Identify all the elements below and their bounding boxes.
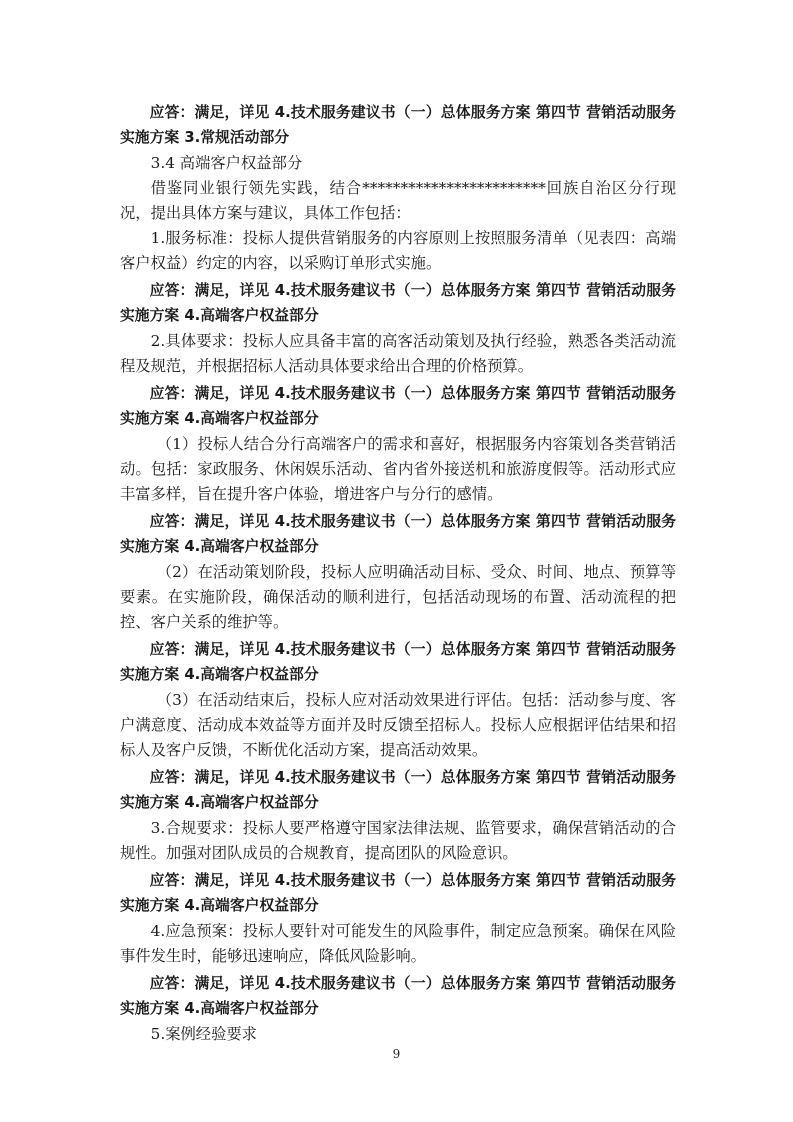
answer-paragraph: 应答：满足，详见 4.技术服务建议书（一）总体服务方案 第四节 营销活动服务实施方案 4.高端客户权益部分: [120, 641, 676, 683]
answer-paragraph: 应答：满足，详见 4.技术服务建议书（一）总体服务方案 第四节 营销活动服务实施方案 4.高端客户权益部分: [120, 769, 676, 811]
body-paragraph: 2.具体要求：投标人应具备丰富的高客活动策划及执行经验，熟悉各类活动流程及规范，并根据招标人活动具体要求给出合理的价格预算。: [120, 332, 676, 375]
sub-item-paragraph: （1）投标人结合分行高端客户的需求和喜好，根据服务内容策划各类营销活动。包括：家政服务、休闲娱乐活动、省内省外接送机和旅游度假等。活动形式应丰富多样，旨在提升客户体验，增进客户与分行的感情。: [120, 435, 676, 503]
answer-paragraph: 应答：满足，详见 4.技术服务建议书（一）总体服务方案 第四节 营销活动服务实施方案 4.高端客户权益部分: [120, 872, 676, 914]
body-paragraph: 借鉴同业银行领先实践，结合************************回族自治区分行现况，提出具体方案与建议，具体工作包括：: [120, 179, 676, 222]
body-paragraph: 5.案例经验要求: [150, 1025, 257, 1043]
body-paragraph: 4.应急预案：投标人要针对可能发生的风险事件，制定应急预案。确保在风险事件发生时，能够迅速响应，降低风险影响。: [120, 922, 676, 965]
answer-paragraph: 应答：满足，详见 4.技术服务建议书（一）总体服务方案 第四节 营销活动服务实施方案 3.常规活动部分: [120, 104, 676, 146]
sub-item-paragraph: （2）在活动策划阶段，投标人应明确活动目标、受众、时间、地点、预算等要素。在实施阶段，确保活动的顺利进行，包括活动现场的布置、活动流程的把控、客户关系的维护等。: [120, 563, 676, 631]
sub-item-paragraph: （3）在活动结束后，投标人应对活动效果进行评估。包括：活动参与度、客户满意度、活动成本效益等方面并及时反馈至招标人。投标人应根据评估结果和招标人及客户反馈，不断优化活动方案，提高活动效果。: [120, 691, 676, 759]
document-page: [120, 98, 676, 1047]
answer-paragraph: 应答：满足，详见 4.技术服务建议书（一）总体服务方案 第四节 营销活动服务实施方案 4.高端客户权益部分: [120, 975, 676, 1017]
section-heading: 3.4 高端客户权益部分: [150, 154, 303, 172]
body-paragraph: 3.合规要求：投标人要严格遵守国家法律法规、监管要求，确保营销活动的合规性。加强对团队成员的合规教育，提高团队的风险意识。: [120, 819, 676, 862]
answer-paragraph: 应答：满足，详见 4.技术服务建议书（一）总体服务方案 第四节 营销活动服务实施方案 4.高端客户权益部分: [120, 385, 676, 427]
page-number: 9: [392, 1047, 401, 1061]
body-paragraph: 1.服务标准：投标人提供营销服务的内容原则上按照服务清单（见表四：高端客户权益）约定的内容，以采购订单形式实施。: [120, 229, 676, 272]
answer-paragraph: 应答：满足，详见 4.技术服务建议书（一）总体服务方案 第四节 营销活动服务实施方案 4.高端客户权益部分: [120, 282, 676, 324]
answer-paragraph: 应答：满足，详见 4.技术服务建议书（一）总体服务方案 第四节 营销活动服务实施方案 4.高端客户权益部分: [120, 513, 676, 555]
